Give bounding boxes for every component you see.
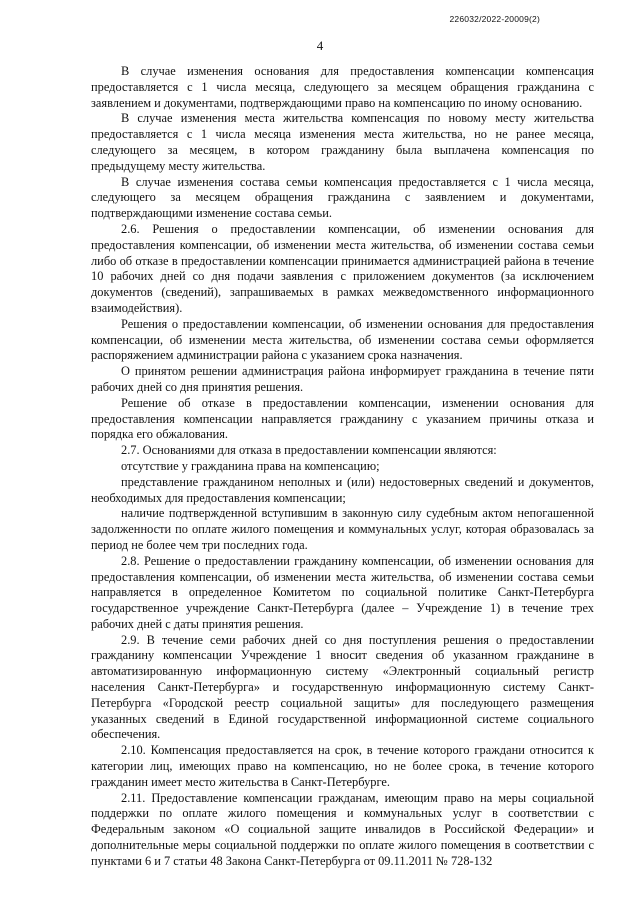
paragraph-basis-change: В случае изменения основания для предоставления компенсации компенсация предоставляется с 1 числа месяца, следующего за месяцем обращения гражданина с заявлением и документами, подтверждающими право на компенсацию по иному основанию.	[91, 64, 594, 110]
paragraph-debt: наличие подтвержденной вступившим в законную силу судебным актом непогашенной задолженности по оплате жилого помещения и коммунальных услуг, которая образовалась за период не более чем три последних года.	[91, 506, 594, 552]
paragraph-refusal-notice: Решение об отказе в предоставлении компенсации, изменении основания для предоставления компенсации направляется гражданину с указанием причины отказа и порядка его обжалования.	[91, 395, 594, 442]
document-body	[91, 64, 594, 870]
paragraph-residence-change: В случае изменения места жительства компенсация по новому месту жительства предоставляется с 1 числа месяца изменения места жительства, но не ранее месяца, следующего за месяцем, в котором гражданину была выплачена компенсация по предыдущему месту жительства.	[91, 111, 594, 173]
paragraph-2-9: 2.9. В течение семи рабочих дней со дня поступления решения о предоставлении гражданину компенсации Учреждение 1 вносит сведения об указанном гражданине в автоматизированную информационную систему «Электронный социальный регистр населения Санкт-Петербурга» и государственную информационную систему Санкт-Петербурга «Городской реестр социальной защиты» для последующего размещения указанных сведений в Единой государственной информационной системе социального обеспечения.	[91, 632, 594, 742]
paragraph-2-11: 2.11. Предоставление компенсации гражданам, имеющим право на меры социальной поддержки по оплате жилого помещения и коммунальных услуг в соответствии с Федеральным законом «О социальной защите инвалидов в Российской Федерации» и дополнительные меры социальной поддержки по оплате жилого помещения в соответствии с пунктами 6 и 7 статьи 48 Закона Санкт-Петербурга от 09.11.2011 № 728-132	[91, 790, 594, 868]
paragraph-2-7: 2.7. Основаниями для отказа в предоставлении компенсации являются:	[121, 443, 497, 458]
paragraph-decisions-order: Решения о предоставлении компенсации, об изменении основания для предоставления компенсации, об изменении места жительства, об изменении состава семьи оформляется распоряжением администрации района с указанием срока назначения.	[91, 316, 594, 363]
paragraph-no-right: отсутствие у гражданина права на компенсацию;	[121, 458, 380, 473]
paragraph-2-8: 2.8. Решение о предоставлении гражданину компенсации, об изменении основания для предоставления компенсации, об изменении места жительства, об изменении состава семьи направляется в определенное Комитетом по социальной политике Санкт-Петербурга государственное учреждение Санкт-Петербурга (далее – Учреждение 1) в течение трех рабочих дней с даты принятия решения.	[91, 553, 594, 631]
paragraph-2-6: 2.6. Решения о предоставлении компенсации, об изменении основания для предоставления компенсации, об изменении места жительства, об изменении состава семьи либо об отказе в предоставлении компенсации принимается администрацией района в течение 10 рабочих дней со дня подачи заявления с приложением документов (за исключением документов (сведений), запрашиваемых в рамках межведомственного информационного взаимодействия).	[91, 221, 594, 315]
paragraph-2-10: 2.10. Компенсация предоставляется на срок, в течение которого граждани относится к категории лиц, имеющих право на компенсацию, но не более срока, в течение которого гражданин имеет место жительства в Санкт-Петербурге.	[91, 743, 594, 789]
paragraph-inform-citizen: О принятом решении администрация района информирует гражданина в течение пяти рабочих дней со дня принятия решения.	[91, 364, 594, 394]
document-registration-number: 226032/2022-20009(2)	[449, 14, 540, 24]
paragraph-family-change: В случае изменения состава семьи компенсация предоставляется с 1 числа месяца, следующего за месяцем обращения гражданина с заявлением и документами, подтверждающими изменение состава семьи.	[91, 174, 594, 221]
paragraph-incomplete-data: представление гражданином неполных и (или) недостоверных сведений и документов, необходимых для предоставления компенсации;	[91, 474, 594, 505]
page-number: 4	[316, 38, 324, 53]
